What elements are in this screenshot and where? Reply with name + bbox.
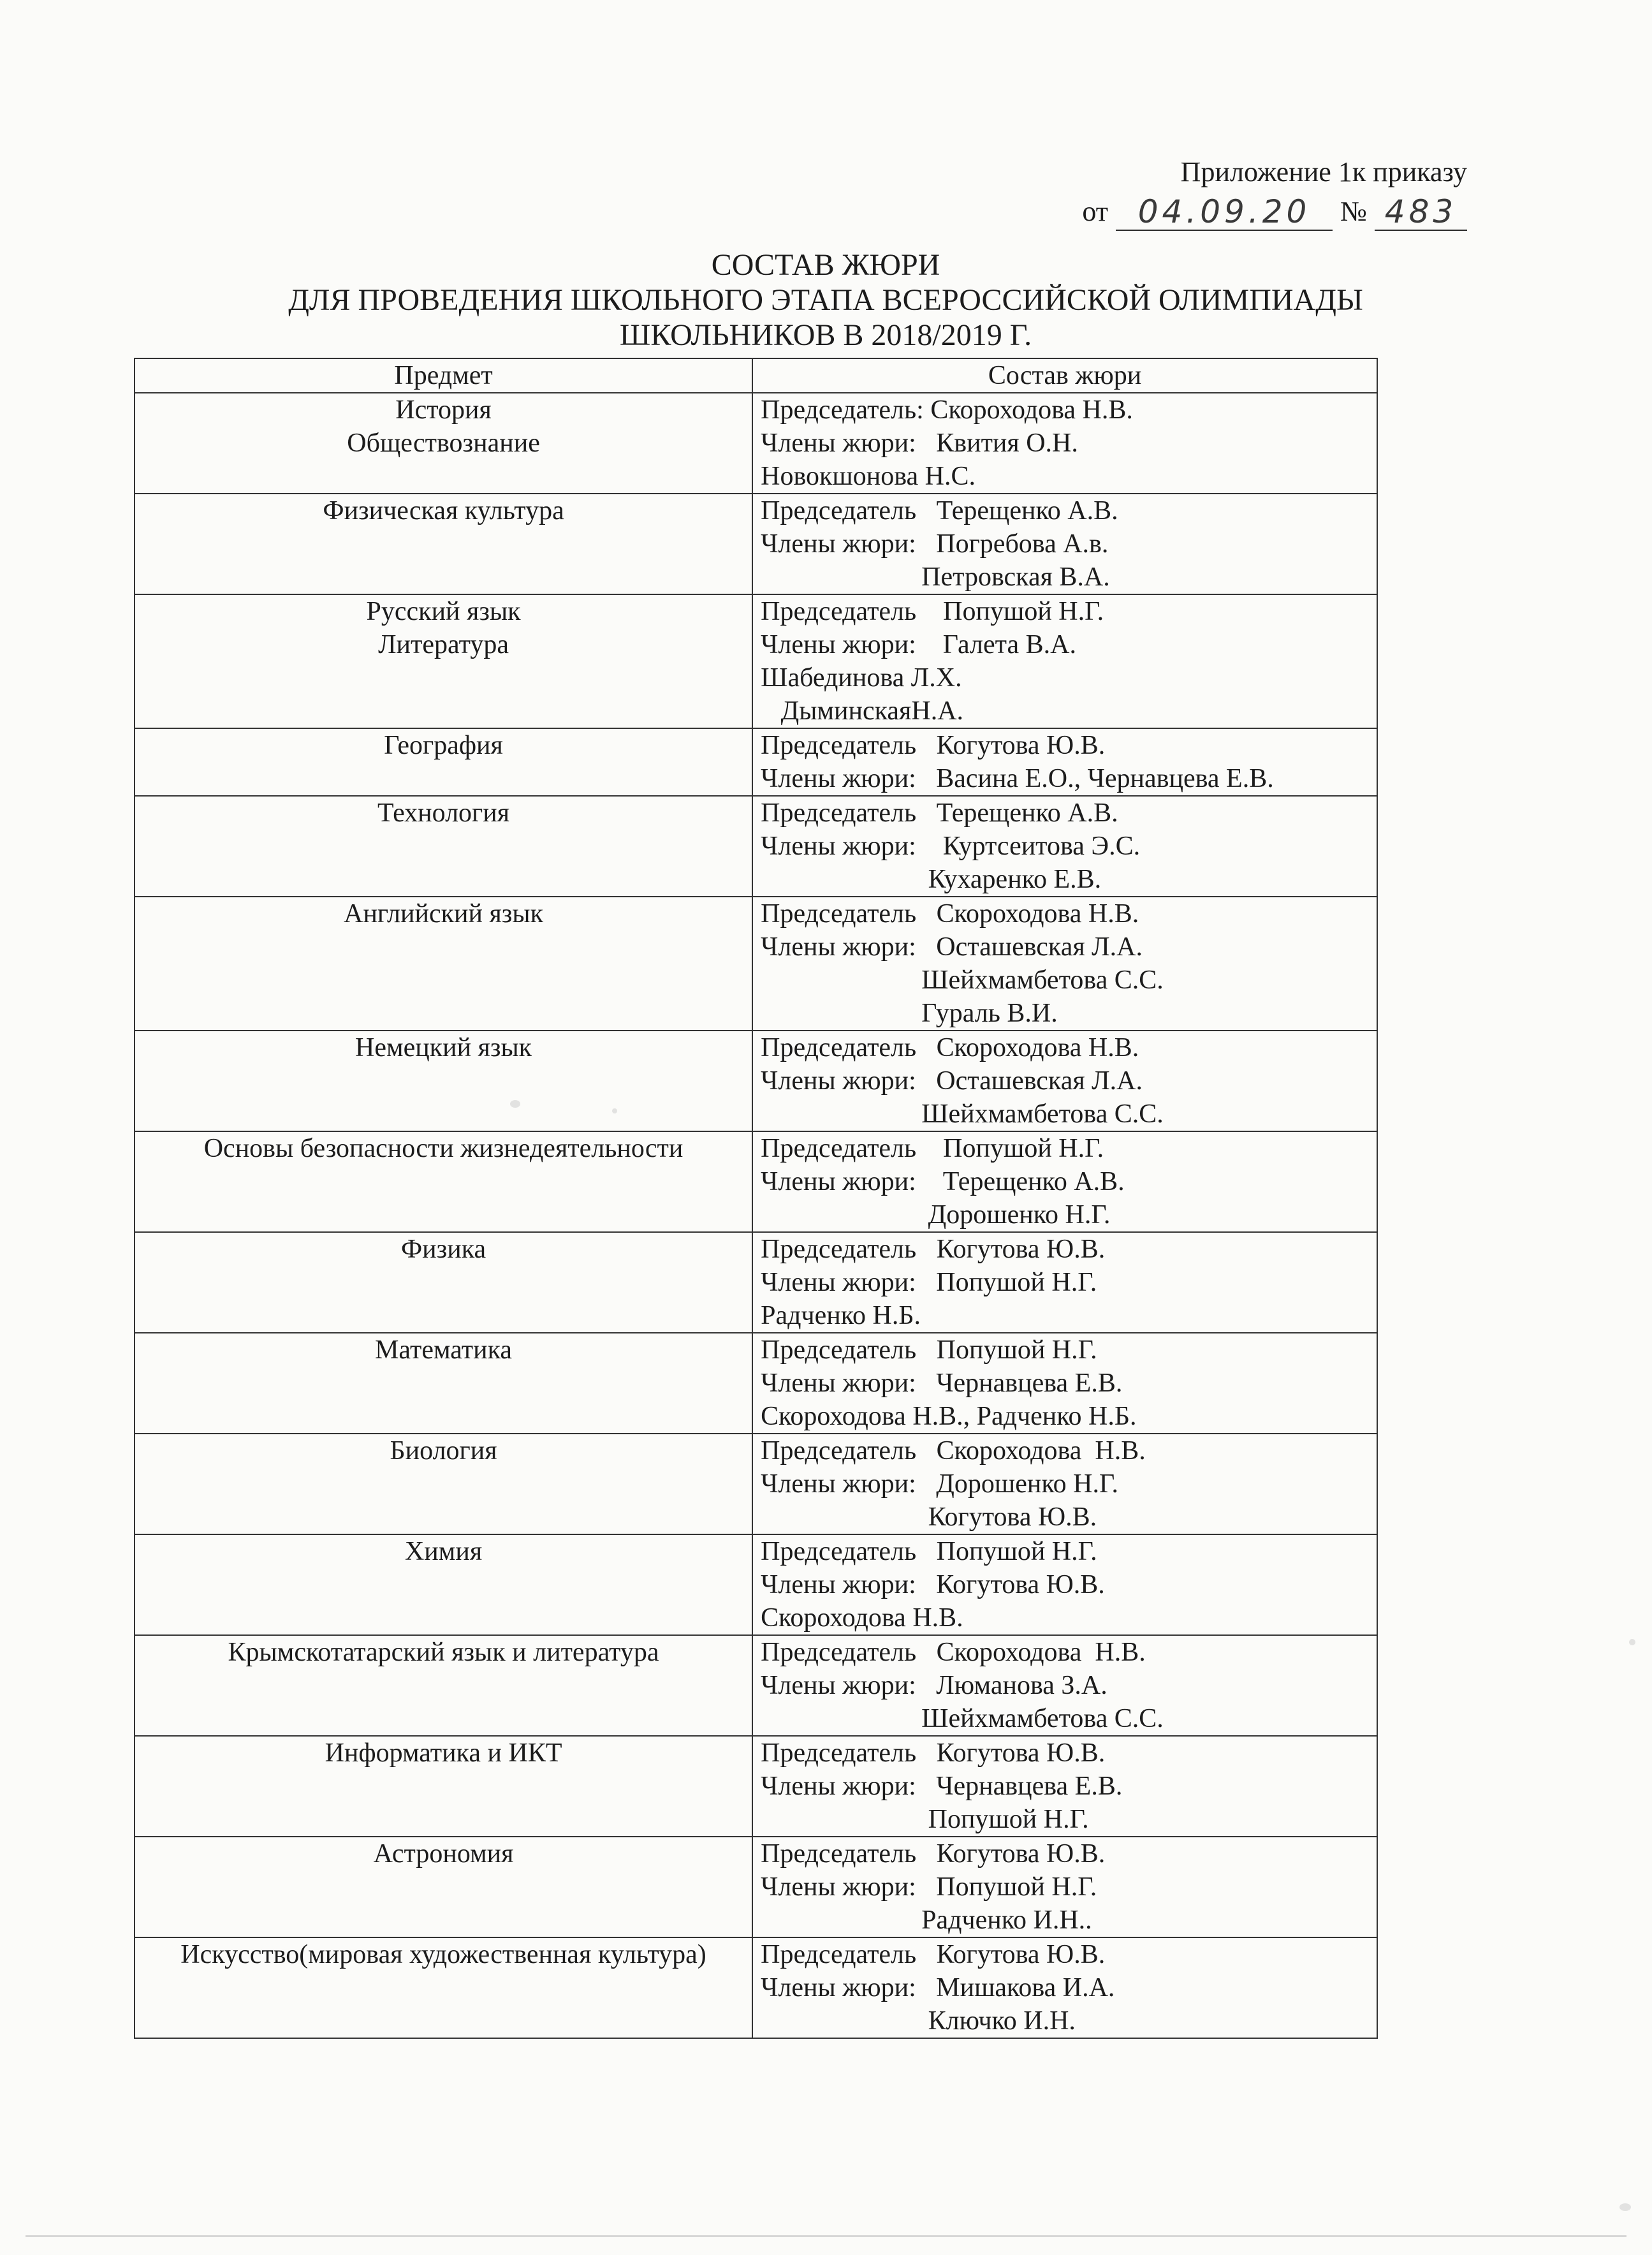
scan-speck	[1619, 2203, 1631, 2211]
jury-line: Члены жюри: Попушой Н.Г.	[761, 1268, 1097, 1297]
jury-line: Скороходова Н.В., Радченко Н.Б.	[761, 1402, 1137, 1431]
table-row	[135, 594, 1377, 728]
subject-cell	[135, 393, 752, 494]
subject-name: Искусство(мировая художественная культура)	[180, 1940, 706, 1969]
jury-line: Председатель Терещенко А.В.	[761, 496, 1118, 525]
jury-line: Члены жюри: Погребова А.в.	[761, 529, 1109, 559]
jury-cell	[752, 897, 1377, 1031]
jury-line: Члены жюри: Осташевская Л.А.	[761, 932, 1143, 962]
jury-cell	[752, 1534, 1377, 1635]
jury-table-body	[135, 393, 1377, 2038]
jury-line: Члены жюри: Осташевская Л.А.	[761, 1066, 1143, 1096]
jury-line: Члены жюри: Куртсеитова Э.С.	[761, 832, 1141, 861]
jury-cell	[752, 728, 1377, 796]
table-row	[135, 1736, 1377, 1837]
jury-line: Члены жюри: Когутова Ю.В.	[761, 1570, 1105, 1599]
subject-cell	[135, 1232, 752, 1333]
jury-line: Шейхмамбетова С.С.	[761, 966, 1164, 995]
jury-line: Председатель Терещенко А.В.	[761, 798, 1118, 828]
table-row	[135, 897, 1377, 1031]
table-row	[135, 393, 1377, 494]
subject-name: Математика	[375, 1335, 513, 1365]
order-date-handwritten: 04.09.20	[1116, 194, 1333, 231]
subject-name: Технология	[377, 798, 510, 828]
subject-cell	[135, 796, 752, 897]
title-line-2: ДЛЯ ПРОВЕДЕНИЯ ШКОЛЬНОГО ЭТАПА ВСЕРОССИЙСКОЙ ОЛИМПИАДЫ	[288, 283, 1363, 317]
jury-cell	[752, 1937, 1377, 2038]
jury-line: Председатель Скороходова Н.В.	[761, 1033, 1139, 1062]
table-row	[135, 494, 1377, 594]
subject-name: Английский язык	[344, 899, 543, 929]
table-row	[135, 1434, 1377, 1534]
jury-line: Председатель Скороходова Н.В.	[761, 899, 1139, 929]
scan-edge-line	[26, 2235, 1626, 2237]
subject-cell	[135, 1937, 752, 2038]
jury-line: Председатель Попушой Н.Г.	[761, 1537, 1097, 1566]
order-number-handwritten: 483	[1375, 194, 1467, 231]
appendix-reference	[1082, 153, 1467, 231]
subject-name: Физика	[400, 1235, 486, 1264]
jury-line: ДыминскаяН.А.	[761, 696, 964, 726]
jury-line: Председатель Когутова Ю.В.	[761, 1738, 1106, 1768]
subject-name: Основы безопасности жизнедеятельности	[203, 1134, 683, 1163]
jury-line: Члены жюри: Мишакова И.А.	[761, 1973, 1115, 2002]
subject-cell	[135, 1635, 752, 1736]
jury-cell	[752, 393, 1377, 494]
subject-cell	[135, 594, 752, 728]
jury-line: Члены жюри: Квития О.Н.	[761, 429, 1078, 458]
subject-name: Обществознание	[347, 429, 540, 458]
table-row	[135, 1232, 1377, 1333]
jury-line: Председатель Попушой Н.Г.	[761, 1335, 1097, 1365]
subject-name: Русский язык	[366, 597, 521, 626]
subject-name: История	[395, 395, 492, 425]
subject-cell	[135, 1131, 752, 1232]
jury-line: Члены жюри: Люманова З.А.	[761, 1671, 1107, 1700]
subject-cell	[135, 1736, 752, 1837]
subject-cell	[135, 1333, 752, 1434]
column-header-jury: Состав жюри	[752, 358, 1377, 393]
table-row	[135, 796, 1377, 897]
table-header-row	[135, 358, 1377, 393]
jury-line: Члены жюри: Попушой Н.Г.	[761, 1872, 1097, 1902]
subject-name: Литература	[378, 630, 509, 659]
jury-cell	[752, 594, 1377, 728]
subject-name: Биология	[390, 1436, 497, 1465]
jury-table	[134, 358, 1378, 2039]
appendix-line: Приложение 1к приказу	[1180, 156, 1467, 187]
jury-line: Петровская В.А.	[761, 562, 1110, 592]
jury-line: Члены жюри: Чернавцева Е.В.	[761, 1369, 1123, 1398]
table-row	[135, 1031, 1377, 1131]
jury-cell	[752, 1736, 1377, 1837]
jury-line: Радченко Н.Б.	[761, 1301, 921, 1330]
from-label: от	[1082, 196, 1109, 227]
jury-cell	[752, 1131, 1377, 1232]
subject-name: Информатика и ИКТ	[325, 1738, 562, 1768]
order-reference-line	[1082, 193, 1467, 231]
scan-speck	[510, 1100, 520, 1108]
subject-cell	[135, 897, 752, 1031]
jury-line: Шейхмамбетова С.С.	[761, 1704, 1164, 1733]
jury-line: Попушой Н.Г.	[761, 1805, 1089, 1834]
number-label: №	[1340, 196, 1367, 227]
jury-line: Председатель Попушой Н.Г.	[761, 597, 1104, 626]
jury-cell	[752, 1635, 1377, 1736]
jury-cell	[752, 1434, 1377, 1534]
subject-cell	[135, 1837, 752, 1937]
jury-line: Члены жюри: Васина Е.О., Чернавцева Е.В.	[761, 764, 1274, 793]
subject-cell	[135, 728, 752, 796]
jury-line: Члены жюри: Чернавцева Е.В.	[761, 1772, 1123, 1801]
jury-line: Кухаренко Е.В.	[761, 865, 1102, 894]
scan-speck	[612, 1108, 617, 1113]
jury-cell	[752, 796, 1377, 897]
jury-line: Председатель Скороходова Н.В.	[761, 1638, 1146, 1667]
subject-name: Химия	[404, 1537, 483, 1566]
jury-line: Члены жюри: Галета В.А.	[761, 630, 1076, 659]
title-line-3: ШКОЛЬНИКОВ В 2018/2019 Г.	[619, 318, 1032, 352]
subject-cell	[135, 1434, 752, 1534]
subject-name: Астрономия	[373, 1839, 514, 1869]
subject-cell	[135, 494, 752, 594]
table-row	[135, 1333, 1377, 1434]
jury-cell	[752, 1031, 1377, 1131]
jury-cell	[752, 1837, 1377, 1937]
jury-line: Радченко И.Н..	[761, 1906, 1092, 1935]
jury-line: Шабединова Л.Х.	[761, 663, 962, 693]
jury-line: Когутова Ю.В.	[761, 1502, 1097, 1532]
jury-line: Председатель Когутова Ю.В.	[761, 1235, 1106, 1264]
jury-line: Новокшонова Н.С.	[761, 462, 976, 491]
jury-cell	[752, 1333, 1377, 1434]
document-title	[134, 247, 1517, 353]
column-header-subject: Предмет	[135, 358, 752, 393]
table-row	[135, 1131, 1377, 1232]
subject-name: География	[384, 731, 503, 760]
scan-speck	[1629, 1639, 1635, 1645]
table-row	[135, 1635, 1377, 1736]
jury-line: Члены жюри: Дорошенко Н.Г.	[761, 1469, 1118, 1499]
jury-line: Ключко И.Н.	[761, 2006, 1076, 2036]
table-row	[135, 1937, 1377, 2038]
jury-line: Председатель Попушой Н.Г.	[761, 1134, 1104, 1163]
subject-name: Физическая культура	[323, 496, 564, 525]
jury-cell	[752, 494, 1377, 594]
jury-line: Председатель Скороходова Н.В.	[761, 1436, 1146, 1465]
jury-line: Шейхмамбетова С.С.	[761, 1099, 1164, 1129]
subject-name: Немецкий язык	[355, 1033, 532, 1062]
title-line-1: СОСТАВ ЖЮРИ	[711, 248, 940, 282]
table-row	[135, 728, 1377, 796]
jury-line: Председатель Когутова Ю.В.	[761, 1940, 1106, 1969]
jury-line: Председатель: Скороходова Н.В.	[761, 395, 1133, 425]
jury-line: Скороходова Н.В.	[761, 1603, 963, 1633]
subject-cell	[135, 1031, 752, 1131]
jury-line: Члены жюри: Терещенко А.В.	[761, 1167, 1125, 1196]
jury-cell	[752, 1232, 1377, 1333]
subject-cell	[135, 1534, 752, 1635]
jury-line: Гураль В.И.	[761, 999, 1058, 1028]
table-row	[135, 1837, 1377, 1937]
table-row	[135, 1534, 1377, 1635]
jury-line: Председатель Когутова Ю.В.	[761, 731, 1106, 760]
jury-line: Председатель Когутова Ю.В.	[761, 1839, 1106, 1869]
subject-name: Крымскотатарский язык и литература	[228, 1638, 659, 1667]
jury-line: Дорошенко Н.Г.	[761, 1200, 1111, 1230]
